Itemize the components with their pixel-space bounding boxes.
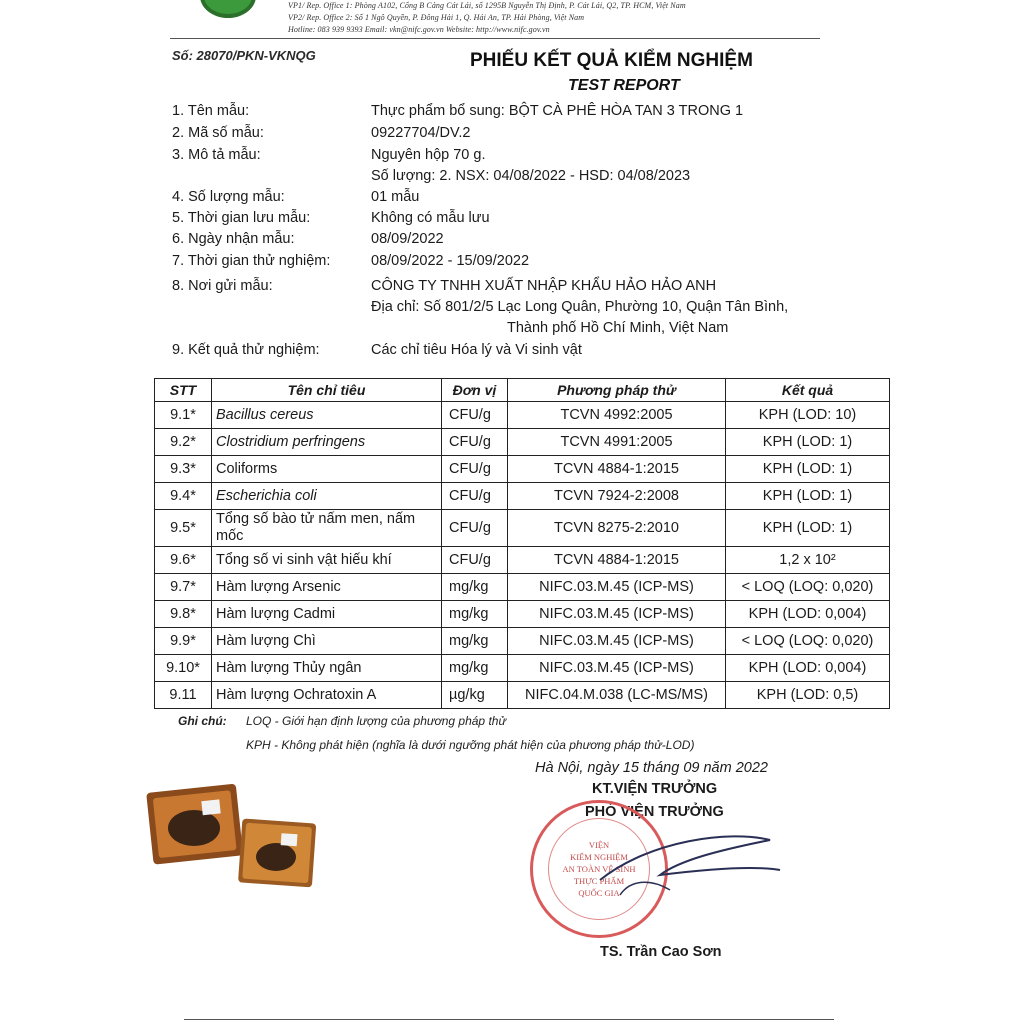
product-box-image xyxy=(146,782,246,872)
cell-method: TCVN 4992:2005 xyxy=(508,402,726,429)
table-row xyxy=(155,574,890,601)
handwritten-signature xyxy=(560,820,800,920)
cell-name: Coliforms xyxy=(212,456,442,483)
cell-unit: mg/kg xyxy=(442,655,508,682)
cell-method: TCVN 4884-1:2015 xyxy=(508,456,726,483)
col-header-name: Tên chỉ tiêu xyxy=(212,379,442,402)
note-kph: KPH - Không phát hiện (nghĩa là dưới ngưỡng phát hiện của phương pháp thử-LOD) xyxy=(246,738,695,752)
report-title: PHIẾU KẾT QUẢ KIỂM NGHIỆM xyxy=(470,50,753,71)
institute-logo xyxy=(200,0,256,18)
cell-method: NIFC.04.M.038 (LC-MS/MS) xyxy=(508,682,726,709)
sender-city: Thành phố Hồ Chí Minh, Việt Nam xyxy=(507,320,729,336)
product-box-image-2 xyxy=(236,815,320,895)
cell-stt: 9.4* xyxy=(155,483,212,510)
cell-method: NIFC.03.M.45 (ICP-MS) xyxy=(508,655,726,682)
cell-name: Clostridium perfringens xyxy=(212,429,442,456)
cell-name: Tổng số bào tử nấm men, nấm mốc xyxy=(212,510,442,547)
cell-method: TCVN 4991:2005 xyxy=(508,429,726,456)
table-row xyxy=(155,429,890,456)
sender-company: CÔNG TY TNHH XUẤT NHẬP KHẨU HẢO HẢO ANH xyxy=(371,278,717,294)
place-date: Hà Nội, ngày 15 tháng 09 năm 2022 xyxy=(535,760,768,776)
sender-address: Địa chỉ: Số 801/2/5 Lạc Long Quân, Phường 10, Quận Tân Bình, xyxy=(371,299,789,315)
cell-name: Escherichia coli xyxy=(212,483,442,510)
cell-method: TCVN 7924-2:2008 xyxy=(508,483,726,510)
cell-method: NIFC.03.M.45 (ICP-MS) xyxy=(508,574,726,601)
cell-stt: 9.3* xyxy=(155,456,212,483)
header-contact: Hotline: 083 939 9393 Email: vkn@nifc.gov.vn Website: http://www.nifc.gov.vn xyxy=(288,25,550,34)
signer-name: TS. Trần Cao Sơn xyxy=(600,944,722,960)
header-divider xyxy=(170,38,820,39)
cell-name: Hàm lượng Ochratoxin A xyxy=(212,682,442,709)
sample-description-label: 3. Mô tả mẫu: xyxy=(172,147,261,163)
cell-stt: 9.1* xyxy=(155,402,212,429)
cell-result: KPH (LOD: 0,004) xyxy=(726,655,890,682)
stamp-text-5: QUỐC GIA xyxy=(578,888,620,898)
cell-result: KPH (LOD: 1) xyxy=(726,429,890,456)
col-header-unit: Đơn vị xyxy=(442,379,508,402)
col-header-result: Kết quả xyxy=(726,379,890,402)
cell-unit: mg/kg xyxy=(442,601,508,628)
cell-result: KPH (LOD: 0,004) xyxy=(726,601,890,628)
header-office-2: VP2/ Rep. Office 2: Số 1 Ngô Quyền, P. Đông Hải 1, Q. Hải An, TP. Hải Phòng, Việt Nam xyxy=(288,13,585,22)
cell-method: NIFC.03.M.45 (ICP-MS) xyxy=(508,601,726,628)
table-row xyxy=(155,601,890,628)
table-row xyxy=(155,456,890,483)
cell-result: KPH (LOD: 1) xyxy=(726,483,890,510)
table-row xyxy=(155,510,890,547)
cell-name: Hàm lượng Chì xyxy=(212,628,442,655)
cell-stt: 9.2* xyxy=(155,429,212,456)
sample-name-label: 1. Tên mẫu: xyxy=(172,103,250,119)
table-row xyxy=(155,682,890,709)
cell-stt: 9.11 xyxy=(155,682,212,709)
cell-unit: mg/kg xyxy=(442,574,508,601)
cell-name: Hàm lượng Cadmi xyxy=(212,601,442,628)
cell-stt: 9.9* xyxy=(155,628,212,655)
note-loq: LOQ - Giới hạn định lượng của phương pháp thử xyxy=(246,714,507,728)
cell-result: KPH (LOD: 0,5) xyxy=(726,682,890,709)
table-header-row xyxy=(155,379,890,402)
sample-description-detail: Số lượng: 2. NSX: 04/08/2022 - HSD: 04/08/2023 xyxy=(371,168,691,184)
table-row xyxy=(155,402,890,429)
stamp-text-3: AN TOÀN VỆ SINH xyxy=(562,864,636,874)
cell-unit: µg/kg xyxy=(442,682,508,709)
cell-stt: 9.8* xyxy=(155,601,212,628)
cell-method: TCVN 4884-1:2015 xyxy=(508,547,726,574)
cell-unit: CFU/g xyxy=(442,456,508,483)
cell-method: NIFC.03.M.45 (ICP-MS) xyxy=(508,628,726,655)
test-results-label: 9. Kết quả thử nghiệm: xyxy=(172,342,320,358)
sample-quantity-label: 4. Số lượng mẫu: xyxy=(172,189,285,205)
retention-time-label: 5. Thời gian lưu mẫu: xyxy=(172,210,311,226)
table-row xyxy=(155,628,890,655)
cell-result: KPH (LOD: 1) xyxy=(726,510,890,547)
cell-stt: 9.7* xyxy=(155,574,212,601)
cell-stt: 9.6* xyxy=(155,547,212,574)
report-subtitle: TEST REPORT xyxy=(568,77,680,94)
cell-unit: CFU/g xyxy=(442,483,508,510)
cell-method: TCVN 8275-2:2010 xyxy=(508,510,726,547)
notes-label: Ghi chú: xyxy=(178,714,227,728)
sender-label: 8. Nơi gửi mẫu: xyxy=(172,278,273,294)
received-date-label: 6. Ngày nhận mẫu: xyxy=(172,231,295,247)
stamp-text-4: THỰC PHẨM xyxy=(573,876,625,886)
document-number: Số: 28070/PKN-VKNQG xyxy=(172,48,316,63)
stamp-text-1: VIỆN xyxy=(588,840,610,850)
sample-name-value: Thực phẩm bổ sung: BỘT CÀ PHÊ HÒA TAN 3 TRONG 1 xyxy=(371,103,744,119)
results-table xyxy=(154,378,890,709)
cell-name: Hàm lượng Arsenic xyxy=(212,574,442,601)
header-office-1: VP1/ Rep. Office 1: Phòng A102, Cổng B Cảng Cát Lái, số 1295B Nguyễn Thị Định, P. Cát Lái, Q2, TP. HCM, Việt Nam xyxy=(288,1,686,10)
sample-code-value: 09227704/DV.2 xyxy=(371,125,471,141)
cell-unit: CFU/g xyxy=(442,429,508,456)
cell-name: Tổng số vi sinh vật hiếu khí xyxy=(212,547,442,574)
cell-stt: 9.5* xyxy=(155,510,212,547)
cell-name: Bacillus cereus xyxy=(212,402,442,429)
test-results-value: Các chỉ tiêu Hóa lý và Vi sinh vật xyxy=(371,342,582,358)
cell-result: < LOQ (LOQ: 0,020) xyxy=(726,628,890,655)
cell-unit: mg/kg xyxy=(442,628,508,655)
stamp-text-2: KIỂM NGHIỆM xyxy=(570,852,628,862)
cell-result: KPH (LOD: 1) xyxy=(726,456,890,483)
sample-quantity-value: 01 mẫu xyxy=(371,189,420,205)
cell-unit: CFU/g xyxy=(442,402,508,429)
footer-divider xyxy=(184,1019,834,1020)
cell-stt: 9.10* xyxy=(155,655,212,682)
signer-role-2: PHÓ VIỆN TRƯỞNG xyxy=(585,804,724,820)
col-header-method: Phương pháp thử xyxy=(508,379,726,402)
sample-description-value: Nguyên hộp 70 g. xyxy=(371,147,486,163)
received-date-value: 08/09/2022 xyxy=(371,231,444,247)
table-row xyxy=(155,655,890,682)
sample-code-label: 2. Mã số mẫu: xyxy=(172,125,264,141)
cell-name: Hàm lượng Thủy ngân xyxy=(212,655,442,682)
retention-time-value: Không có mẫu lưu xyxy=(371,210,490,226)
cell-result: 1,2 x 10² xyxy=(726,547,890,574)
table-row xyxy=(155,483,890,510)
table-row xyxy=(155,547,890,574)
cell-result: < LOQ (LOQ: 0,020) xyxy=(726,574,890,601)
signer-role-1: KT.VIỆN TRƯỞNG xyxy=(592,781,718,797)
col-header-stt: STT xyxy=(155,379,212,402)
cell-result: KPH (LOD: 10) xyxy=(726,402,890,429)
cell-unit: CFU/g xyxy=(442,510,508,547)
cell-unit: CFU/g xyxy=(442,547,508,574)
test-period-label: 7. Thời gian thử nghiệm: xyxy=(172,253,331,269)
test-period-value: 08/09/2022 - 15/09/2022 xyxy=(371,253,530,269)
